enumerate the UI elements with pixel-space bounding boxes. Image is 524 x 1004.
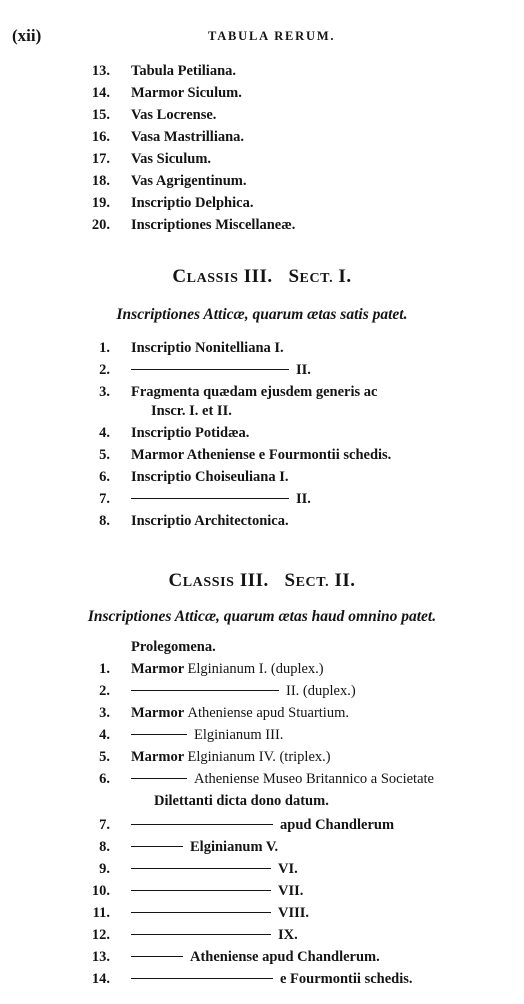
item-line xyxy=(131,839,278,856)
ditto-rule xyxy=(131,890,271,891)
item-line xyxy=(131,817,394,834)
item-text: Marmor Atheniense e Fourmontii schedis. xyxy=(131,447,392,463)
item-text: e Fourmontii schedis. xyxy=(280,971,413,987)
item-number: 13. xyxy=(91,949,110,965)
item-continuation: Inscr. I. et II. xyxy=(151,403,232,419)
classis-initial: C xyxy=(172,266,187,287)
item-text: Vas Locrense. xyxy=(131,107,217,123)
item-text: Marmor Siculum. xyxy=(131,85,242,101)
item-number: 14. xyxy=(91,971,110,987)
item-text: apud Chandlerum xyxy=(280,817,395,833)
sect-number: I. xyxy=(338,266,352,287)
item-text: Tabula Petiliana. xyxy=(131,63,237,79)
item-text: Inscriptio Nonitelliana I. xyxy=(131,340,284,356)
item-text: II. xyxy=(296,362,311,378)
item-number: 2. xyxy=(99,362,110,378)
prolegomena-label: Prolegomena. xyxy=(131,639,216,655)
item-number: 10. xyxy=(91,883,110,899)
item-number: 8. xyxy=(99,513,110,529)
item-line xyxy=(131,905,309,922)
item-line xyxy=(131,727,283,744)
item-number: 6. xyxy=(99,771,110,787)
item-line xyxy=(131,705,349,722)
running-title: TABULA RERUM. xyxy=(208,29,336,43)
item-number: 6. xyxy=(99,469,110,485)
item-text: Vas Agrigentinum. xyxy=(131,173,247,189)
sect-number: II. xyxy=(334,570,356,591)
page-number: (xii) xyxy=(12,26,42,45)
item-text: Inscriptio Delphica. xyxy=(131,195,254,211)
ditto-rule xyxy=(131,498,289,499)
sect-word: ECT. xyxy=(295,575,330,590)
item-text: Atheniense Museo Britannico a Societate xyxy=(194,771,434,787)
item-line xyxy=(131,861,298,878)
item-number: 17. xyxy=(91,151,110,167)
classis-number: III. xyxy=(243,266,273,287)
section-heading xyxy=(0,570,524,592)
section-subtitle: Inscriptiones Atticæ, quarum ætas satis patet. xyxy=(116,306,408,323)
item-number: 3. xyxy=(99,384,110,400)
item-text: Inscriptio Choiseuliana I. xyxy=(131,469,289,485)
item-text: VI. xyxy=(278,861,298,877)
item-text: Inscriptiones Miscellaneæ. xyxy=(131,217,296,233)
item-text: Inscriptio Potidæa. xyxy=(131,425,250,441)
item-bold-word: Marmor xyxy=(131,705,184,721)
ditto-rule xyxy=(131,934,271,935)
item-number: 1. xyxy=(99,340,110,356)
item-number: 19. xyxy=(91,195,110,211)
item-line xyxy=(131,971,413,988)
item-number: 16. xyxy=(91,129,110,145)
item-number: 20. xyxy=(91,217,110,233)
classis-initial: C xyxy=(168,570,183,591)
classis-word: LASSIS xyxy=(186,271,239,286)
section-heading xyxy=(0,266,524,288)
item-number: 9. xyxy=(99,861,110,877)
item-text: VIII. xyxy=(278,905,310,921)
ditto-rule xyxy=(131,978,273,979)
item-text: Elginianum IV. (triplex.) xyxy=(187,749,331,765)
item-number: 14. xyxy=(91,85,110,101)
item-text: Fragmenta quædam ejusdem generis ac xyxy=(131,384,378,400)
item-line xyxy=(131,927,298,944)
item-text: Vas Siculum. xyxy=(131,151,212,167)
sect-initial: S xyxy=(288,266,300,287)
item-text: Atheniense apud Stuartium. xyxy=(187,705,349,721)
item-number: 5. xyxy=(99,749,110,765)
item-number: 3. xyxy=(99,705,110,721)
item-bold-word: Marmor xyxy=(131,661,184,677)
item-number: 13. xyxy=(91,63,110,79)
ditto-rule xyxy=(131,734,187,735)
classis-number: III. xyxy=(239,570,269,591)
item-number: 7. xyxy=(99,491,110,507)
ditto-rule xyxy=(131,369,289,370)
item-line xyxy=(131,771,434,788)
item-line xyxy=(131,749,331,766)
item-line xyxy=(131,883,303,900)
item-text: VII. xyxy=(278,883,304,899)
item-text: IX. xyxy=(278,927,298,943)
item-bold-word: Marmor xyxy=(131,749,184,765)
item-number: 4. xyxy=(99,727,110,743)
item-text: Elginianum III. xyxy=(194,727,284,743)
section-subtitle: Inscriptiones Atticæ, quarum ætas haud omnino patet. xyxy=(87,608,437,625)
ditto-rule xyxy=(131,868,271,869)
item-text: Elginianum V. xyxy=(190,839,279,855)
item-number: 4. xyxy=(99,425,110,441)
item-number: 11. xyxy=(92,905,110,921)
sect-initial: S xyxy=(284,570,296,591)
item-line xyxy=(131,661,324,678)
classis-word: LASSIS xyxy=(182,575,235,590)
ditto-rule xyxy=(131,824,273,825)
item-line xyxy=(131,491,311,508)
item-line xyxy=(131,683,356,700)
item-number: 18. xyxy=(91,173,110,189)
item-text: Elginianum I. (duplex.) xyxy=(187,661,324,677)
item-text: Vasa Mastrilliana. xyxy=(131,129,245,145)
item-number: 8. xyxy=(99,839,110,855)
item-text: Atheniense apud Chandlerum. xyxy=(190,949,380,965)
item-number: 12. xyxy=(91,927,110,943)
item-text: II. xyxy=(296,491,311,507)
ditto-rule xyxy=(131,912,271,913)
item-continuation: Dilettanti dicta dono datum. xyxy=(154,793,329,809)
sect-word: ECT. xyxy=(299,271,334,286)
item-text: Inscriptio Architectonica. xyxy=(131,513,289,529)
ditto-rule xyxy=(131,846,183,847)
ditto-rule xyxy=(131,956,183,957)
ditto-rule xyxy=(131,690,279,691)
item-number: 15. xyxy=(91,107,110,123)
item-line xyxy=(131,949,380,966)
item-number: 7. xyxy=(99,817,110,833)
item-number: 1. xyxy=(99,661,110,677)
item-line xyxy=(131,362,311,379)
item-number: 5. xyxy=(99,447,110,463)
item-text: II. (duplex.) xyxy=(286,683,356,699)
ditto-rule xyxy=(131,778,187,779)
item-number: 2. xyxy=(99,683,110,699)
